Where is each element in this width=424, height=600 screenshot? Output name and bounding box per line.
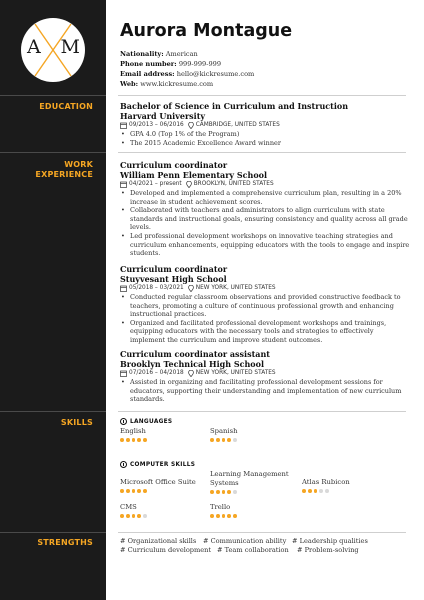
strength-tag: # Leadership qualities <box>292 537 368 545</box>
job-bullets <box>120 189 410 258</box>
strength-tag: # Organizational skills <box>120 537 197 545</box>
skill-rating <box>210 490 300 494</box>
location-pin-icon <box>188 370 194 377</box>
strength-tag: # Curriculum development <box>120 546 212 554</box>
job-dates: 05/2018 – 03/2021 <box>129 285 184 291</box>
skill-item <box>302 478 350 493</box>
sidebar-divider <box>0 152 106 153</box>
skill-name: Learning Management Systems <box>210 470 289 487</box>
skill-rating <box>120 489 196 493</box>
rating-dot-filled <box>227 490 231 494</box>
calendar-icon <box>120 181 127 188</box>
rating-dot-filled <box>210 490 214 494</box>
rating-dot-filled <box>132 438 136 442</box>
rating-dot-filled <box>137 514 141 518</box>
rating-dot-filled <box>210 514 214 518</box>
job-title: Curriculum coordinator assistant <box>120 349 270 359</box>
rating-dot-filled <box>126 514 130 518</box>
location-pin-icon <box>186 181 192 188</box>
section-title-work-line1: WORK <box>64 160 93 169</box>
computer-skills-heading: COMPUTER SKILLS <box>120 461 195 468</box>
job-title: Curriculum coordinator <box>120 160 228 170</box>
section-title-strengths: STRENGTHS <box>37 538 93 547</box>
school-name: Harvard University <box>120 111 206 121</box>
rating-dot-filled <box>216 490 220 494</box>
education-bullets <box>120 130 410 147</box>
job-title: Curriculum coordinator <box>120 264 228 274</box>
candidate-name: Aurora Montague <box>120 21 293 41</box>
list-item: • GPA 4.0 (Top 1% of the Program) <box>120 130 410 139</box>
rating-dot-filled <box>227 514 231 518</box>
section-title-work-line2: EXPERIENCE <box>35 170 93 179</box>
info-icon <box>120 418 127 425</box>
skill-item <box>210 503 237 518</box>
skill-name: Trello <box>210 503 231 511</box>
job-dates: 07/2016 – 04/2018 <box>129 370 184 376</box>
job-location: NEW YORK, UNITED STATES <box>195 285 276 291</box>
skill-rating <box>120 514 147 518</box>
strength-tag: # Team collaboration <box>217 546 289 554</box>
calendar-icon <box>120 122 127 129</box>
strength-tag: # Problem-solving <box>297 546 359 554</box>
skill-name: CMS <box>120 503 137 511</box>
sidebar-divider <box>0 95 106 96</box>
rating-dot-filled <box>143 438 147 442</box>
skill-rating <box>210 438 237 442</box>
job-location-wrap <box>188 369 276 378</box>
rating-dot-filled <box>132 514 136 518</box>
job-bullets <box>120 293 410 345</box>
sidebar <box>0 0 106 600</box>
personal-info <box>120 49 254 89</box>
list-item: • Led professional development workshops on innovative teaching strategies and curriculum enhancements, equipping educators with the tools to engage and inspire students. <box>120 232 410 258</box>
rating-dot-filled <box>132 489 136 493</box>
sidebar-divider <box>0 411 106 412</box>
rating-dot-empty <box>233 438 237 442</box>
education-location: CAMBRIDGE, UNITED STATES <box>195 122 280 128</box>
education-location-wrap <box>188 121 280 130</box>
rating-dot-filled <box>143 489 147 493</box>
rating-dot-filled <box>120 514 124 518</box>
list-item: • Organized and facilitated professional development workshops and trainings, equipping educators with the necessary tools and strategies to effectively implement the curriculum and improve student outcomes. <box>120 319 410 345</box>
rating-dot-filled <box>308 489 312 493</box>
section-divider <box>118 532 406 533</box>
location-pin-icon <box>188 122 194 129</box>
job-location-wrap <box>186 180 274 189</box>
rating-dot-filled <box>222 438 226 442</box>
work-entry <box>120 160 410 258</box>
skill-item <box>120 503 147 518</box>
employer-name: Stuyvesant High School <box>120 274 227 284</box>
rating-dot-empty <box>143 514 147 518</box>
skill-rating <box>210 514 237 518</box>
job-location: BROOKLYN, UNITED STATES <box>193 181 274 187</box>
rating-dot-empty <box>325 489 329 493</box>
education-dates: 09/2013 – 06/2016 <box>129 122 184 128</box>
rating-dot-filled <box>314 489 318 493</box>
location-pin-icon <box>188 285 194 292</box>
employer-name: Brooklyn Technical High School <box>120 359 264 369</box>
info-row-phone: Phone number: 999-999-999 <box>120 60 222 68</box>
job-meta <box>120 369 410 378</box>
section-title-education: EDUCATION <box>39 102 93 111</box>
rating-dot-filled <box>222 490 226 494</box>
skill-name: Microsoft Office Suite <box>120 478 196 486</box>
rating-dot-filled <box>120 438 124 442</box>
rating-dot-filled <box>222 514 226 518</box>
list-item: • Conducted regular classroom observations and provided constructive feedback to teachers, promoting a culture of continuous professional growth and enhancing instructional practices. <box>120 293 410 319</box>
rating-dot-filled <box>210 438 214 442</box>
initial-last: M <box>60 36 80 58</box>
info-icon <box>120 461 127 468</box>
info-row-web: Web: www.kickresume.com <box>120 80 214 88</box>
sidebar-divider <box>0 532 106 533</box>
skill-rating <box>120 438 147 442</box>
section-divider <box>118 411 406 412</box>
degree-title: Bachelor of Science in Curriculum and Instruction <box>120 101 349 111</box>
rating-dot-filled <box>126 438 130 442</box>
section-divider <box>118 95 406 96</box>
job-location-wrap <box>188 284 276 293</box>
list-item: • The 2015 Academic Excellence Award winner <box>120 139 410 148</box>
rating-dot-filled <box>137 489 141 493</box>
rating-dot-filled <box>137 438 141 442</box>
work-entry <box>120 264 410 345</box>
list-item: • Developed and implemented a comprehensive curriculum plan, resulting in a 20% increase in student achievement scores. <box>120 189 410 206</box>
avatar <box>21 18 85 82</box>
skill-name: Spanish <box>210 427 238 435</box>
work-entry <box>120 349 410 404</box>
rating-dot-empty <box>233 490 237 494</box>
skill-rating <box>302 489 350 493</box>
info-row-email: Email address: hello@kickresume.com <box>120 70 255 78</box>
calendar-icon <box>120 370 127 377</box>
education-meta <box>120 121 410 130</box>
initial-first: A <box>27 36 41 58</box>
info-row-nationality: Nationality: American <box>120 50 198 58</box>
rating-dot-filled <box>233 514 237 518</box>
job-meta <box>120 180 410 189</box>
rating-dot-filled <box>227 438 231 442</box>
job-meta <box>120 284 410 293</box>
job-location: NEW YORK, UNITED STATES <box>195 370 276 376</box>
skill-item <box>210 427 237 442</box>
rating-dot-filled <box>216 514 220 518</box>
list-item: • Assisted in organizing and facilitating professional development sessions for educators, supporting their understanding and implementation of new curriculum standards. <box>120 378 410 404</box>
job-dates: 04/2021 – present <box>129 181 182 187</box>
skill-item <box>120 427 147 442</box>
job-bullets <box>120 378 410 404</box>
rating-dot-filled <box>126 489 130 493</box>
section-title-skills: SKILLS <box>60 418 93 427</box>
education-entry <box>120 101 410 147</box>
skill-item <box>210 470 300 494</box>
rating-dot-filled <box>216 438 220 442</box>
rating-dot-filled <box>120 489 124 493</box>
skill-name: Atlas Rubicon <box>302 478 350 486</box>
calendar-icon <box>120 285 127 292</box>
languages-heading: LANGUAGES <box>120 418 172 425</box>
employer-name: William Penn Elementary School <box>120 170 268 180</box>
rating-dot-filled <box>302 489 306 493</box>
skill-item <box>120 478 196 493</box>
skill-name: English <box>120 427 146 435</box>
rating-dot-empty <box>319 489 323 493</box>
section-divider <box>118 152 406 153</box>
list-item: • Collaborated with teachers and administrators to align curriculum with state standards and instructional goals, ensuring consistency and quality across all grade levels. <box>120 206 410 232</box>
strength-tag: # Communication ability <box>203 537 287 545</box>
